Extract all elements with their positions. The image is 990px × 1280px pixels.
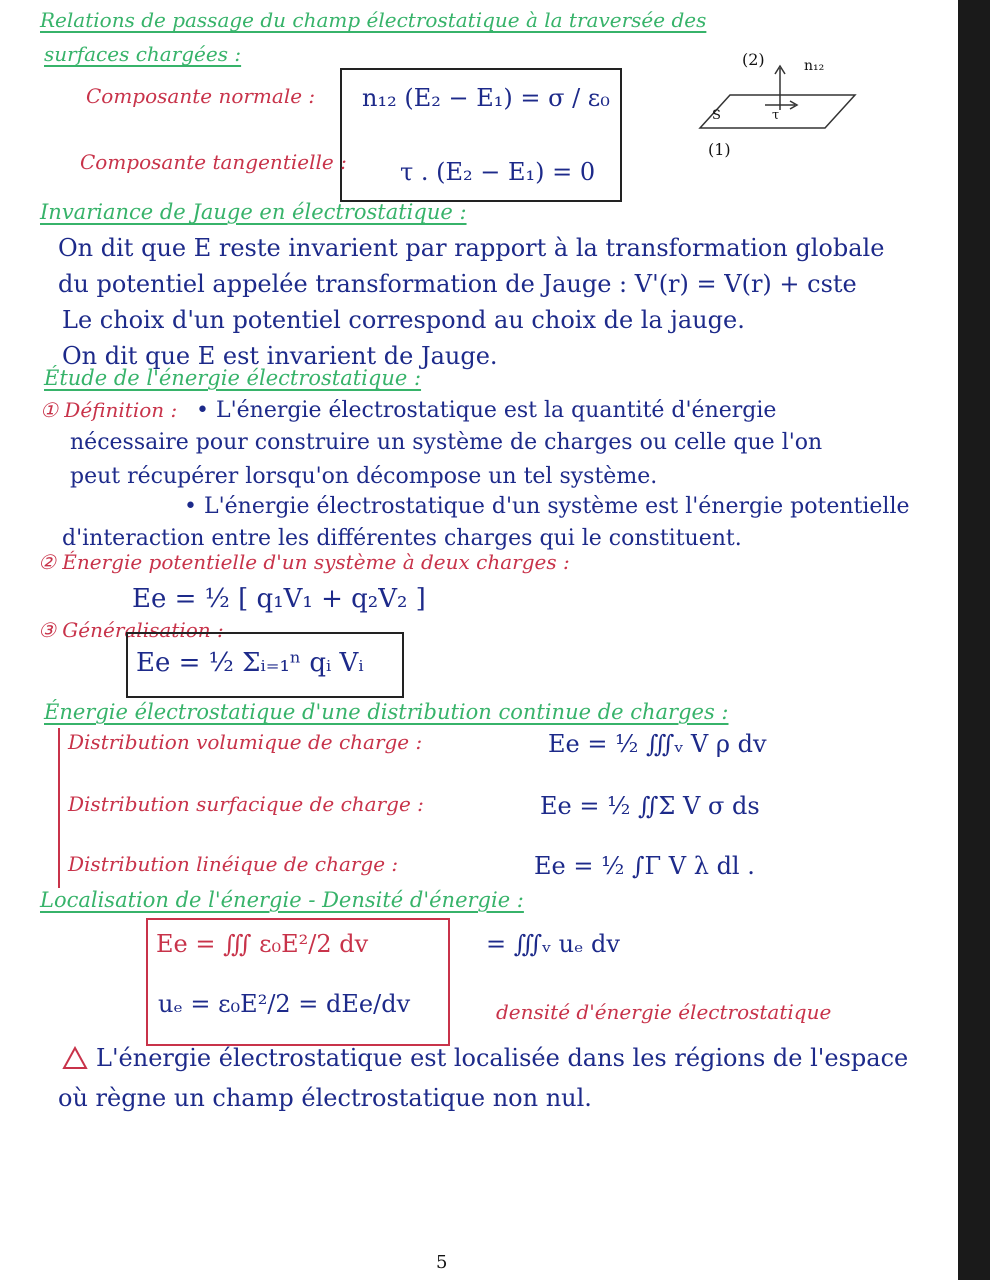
- jauge-line-2: du potentiel appelée transformation de Jauge : V'(r) = V(r) + cste: [58, 270, 857, 298]
- generalisation-label: ③ Généralisation :: [38, 618, 224, 642]
- surface-distribution-label: Distribution surfacique de charge :: [68, 792, 424, 816]
- localisation-line-1: L'énergie électrostatique est localisée dans les régions de l'espace: [96, 1044, 909, 1072]
- linear-distribution-equation: Ee = ½ ∫Γ V λ dl .: [534, 852, 755, 880]
- region1-label: (1): [708, 140, 731, 159]
- region2-label: (2): [742, 50, 765, 69]
- volume-distribution-label: Distribution volumique de charge :: [68, 730, 423, 754]
- page-number: 5: [436, 1252, 448, 1273]
- volume-distribution-equation: Ee = ½ ∭ᵥ V ρ dv: [548, 730, 767, 758]
- definition-line-1: • L'énergie électrostatique est la quantité d'énergie: [196, 398, 777, 423]
- distribution-margin-line: [58, 728, 61, 888]
- section1-title: Relations de passage du champ électrostatique à la traversée des: [40, 8, 707, 32]
- surface-label: S: [712, 108, 721, 123]
- energy-density-equation: uₑ = ε₀E²/2 = dEe/dv: [158, 990, 411, 1018]
- section5-title: Localisation de l'énergie - Densité d'énergie :: [40, 888, 524, 912]
- section1-title-cont: surfaces chargées :: [44, 42, 242, 66]
- potential-energy-equation: Ee = ½ [ q₁V₁ + q₂V₂ ]: [132, 584, 426, 614]
- definition-line-4: • L'énergie électrostatique d'un système est l'énergie potentielle: [184, 494, 910, 519]
- generalisation-equation: Ee = ½ Σᵢ₌₁ⁿ qᵢ Vᵢ: [136, 648, 364, 678]
- tangent-label: Composante tangentielle :: [80, 150, 347, 174]
- definition-label: ① Définition :: [40, 398, 178, 422]
- definition-line-2: nécessaire pour construire un système de charges ou celle que l'on: [70, 430, 823, 455]
- normal-equation: n₁₂ (E₂ − E₁) = σ / ε₀: [362, 84, 610, 112]
- normal-vector-label: n₁₂: [804, 58, 825, 74]
- energy-integral-equation: Ee = ∭ ε₀E²/2 dv: [156, 930, 369, 958]
- potential-energy-label: ② Énergie potentielle d'un système à deux charges :: [38, 550, 570, 574]
- normal-label: Composante normale :: [86, 84, 316, 108]
- warning-icon: [62, 1046, 88, 1070]
- energy-density-integral: = ∭ᵥ uₑ dv: [486, 930, 620, 958]
- linear-distribution-label: Distribution linéique de charge :: [68, 852, 399, 876]
- tangent-vector-label: τ: [772, 108, 780, 123]
- tangent-equation: τ . (E₂ − E₁) = 0: [400, 158, 596, 186]
- jauge-line-1: On dit que E reste invarient par rapport à la transformation globale: [58, 234, 885, 262]
- localisation-line-2: où règne un champ électrostatique non nul.: [58, 1084, 592, 1112]
- jauge-line-4: On dit que E est invarient de Jauge.: [62, 342, 498, 370]
- section3-title: Étude de l'énergie électrostatique :: [44, 366, 422, 390]
- jauge-line-3: Le choix d'un potentiel correspond au choix de la jauge.: [62, 306, 745, 334]
- section4-title: Énergie électrostatique d'une distribution continue de charges :: [44, 700, 729, 724]
- surface-distribution-equation: Ee = ½ ∬Σ V σ ds: [540, 792, 760, 820]
- scan-edge: [958, 0, 990, 1280]
- section2-title: Invariance de Jauge en électrostatique :: [40, 200, 467, 224]
- definition-line-3: peut récupérer lorsqu'on décompose un tel système.: [70, 464, 658, 489]
- energy-density-label: densité d'énergie électrostatique: [496, 1000, 832, 1024]
- definition-line-5: d'interaction entre les différentes charges qui le constituent.: [62, 526, 742, 551]
